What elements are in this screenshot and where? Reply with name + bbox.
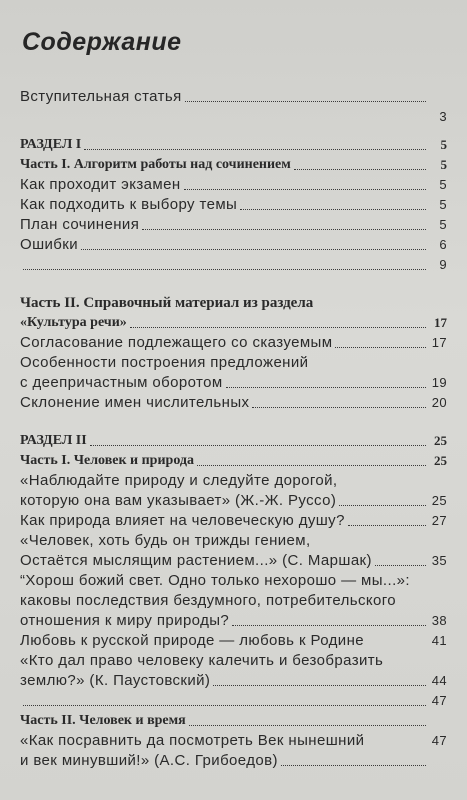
dot-leader bbox=[348, 525, 426, 526]
toc-entry-line: «Кто дал право человеку калечить и безобразить bbox=[20, 652, 384, 669]
dot-leader bbox=[339, 505, 426, 506]
dot-leader bbox=[232, 625, 426, 626]
toc-page-number: 5 bbox=[440, 157, 447, 172]
dot-leader bbox=[185, 101, 426, 102]
toc-part-2-2[interactable]: Часть II. Человек и время bbox=[20, 711, 447, 731]
toc-entry[interactable]: 9 bbox=[20, 255, 447, 275]
dot-leader bbox=[213, 685, 426, 686]
toc-entry[interactable]: Любовь к русской природе — любовь к Родине bbox=[20, 632, 364, 649]
toc-entry[interactable]: с деепричастным оборотом 19 bbox=[20, 374, 447, 391]
toc-entry[interactable]: 47 bbox=[20, 691, 447, 711]
toc-entry-line: «Человек, хоть будь он трижды гением, bbox=[20, 532, 311, 549]
dot-leader bbox=[252, 407, 426, 408]
toc-entry[interactable]: Склонение имен числительных 20 bbox=[20, 394, 447, 411]
toc-entry[interactable]: 47 bbox=[431, 733, 447, 748]
dot-leader bbox=[142, 229, 426, 230]
toc-label: Часть I. Алгоритм работы над сочинением bbox=[20, 157, 291, 172]
toc-entry-line: «Наблюдайте природу и следуйте дорогой, bbox=[20, 472, 338, 489]
dot-leader bbox=[197, 465, 426, 466]
dot-leader bbox=[81, 249, 426, 250]
dot-leader bbox=[130, 327, 426, 328]
toc-entry[interactable]: отношения к миру природы? 38 bbox=[20, 612, 447, 629]
toc-entry-line: Особенности построения предложений bbox=[20, 354, 309, 371]
toc-entry-line: “Хорош божий свет. Одно только нехорошо — мы...»: bbox=[20, 572, 410, 589]
dot-leader bbox=[184, 189, 426, 190]
dot-leader bbox=[189, 725, 426, 726]
dot-leader bbox=[294, 169, 426, 170]
toc-entry-line: «Как посравнить да посмотреть Век нынешний bbox=[20, 732, 365, 749]
toc-entry[interactable]: которую она вам указывает» (Ж.-Ж. Руссо) 25 bbox=[20, 492, 447, 509]
page-title: Содержание bbox=[22, 28, 182, 56]
dot-leader bbox=[90, 445, 426, 446]
toc-entry-intro-page bbox=[20, 107, 447, 127]
dot-leader bbox=[281, 765, 426, 766]
toc-part-2-1[interactable]: Часть I. Человек и природа 25 bbox=[20, 453, 447, 468]
dot-leader bbox=[23, 705, 426, 706]
dot-leader bbox=[23, 269, 426, 270]
toc-part-1-2[interactable]: «Культура речи» 17 bbox=[20, 315, 447, 330]
toc-page-number: 3 bbox=[439, 109, 447, 124]
toc-entry[interactable]: и век минувший!» (А.С. Грибоедов) bbox=[20, 751, 447, 771]
toc-entry-line: каковы последствия бездумного, потребительского bbox=[20, 592, 397, 609]
toc-section-2[interactable]: РАЗДЕЛ II 25 bbox=[20, 433, 447, 448]
toc-entry-intro[interactable] bbox=[20, 87, 447, 107]
toc-label: РАЗДЕЛ I bbox=[20, 137, 82, 152]
toc-entry[interactable]: землю?» (К. Паустовский) 44 bbox=[20, 672, 447, 689]
toc-entry[interactable]: План сочинения 5 bbox=[20, 216, 447, 233]
toc-entry[interactable]: Ошибки 6 bbox=[20, 236, 447, 253]
toc-entry[interactable]: Как проходит экзамен 5 bbox=[20, 176, 447, 193]
toc-entry[interactable]: 41 bbox=[431, 633, 447, 648]
toc-page-number: 5 bbox=[440, 137, 447, 152]
dot-leader bbox=[226, 387, 426, 388]
toc-entry[interactable]: Согласование подлежащего со сказуемым 17 bbox=[20, 334, 447, 351]
toc-entry[interactable]: Остаётся мыслящим растением...» (С. Маршак) 35 bbox=[20, 552, 447, 569]
toc-part-1-2-heading: Часть II. Справочный материал из раздела bbox=[20, 295, 314, 311]
dot-leader bbox=[335, 347, 426, 348]
toc-section-1[interactable] bbox=[20, 135, 447, 155]
toc-entry[interactable]: Как подходить к выбору темы 5 bbox=[20, 196, 447, 213]
dot-leader bbox=[240, 209, 426, 210]
dot-leader bbox=[375, 565, 426, 566]
toc-part-1-1[interactable] bbox=[20, 155, 447, 175]
dot-leader bbox=[84, 149, 426, 150]
toc-label: Вступительная статья bbox=[20, 88, 182, 105]
toc-entry[interactable]: Как природа влияет на человеческую душу? 27 bbox=[20, 512, 447, 529]
